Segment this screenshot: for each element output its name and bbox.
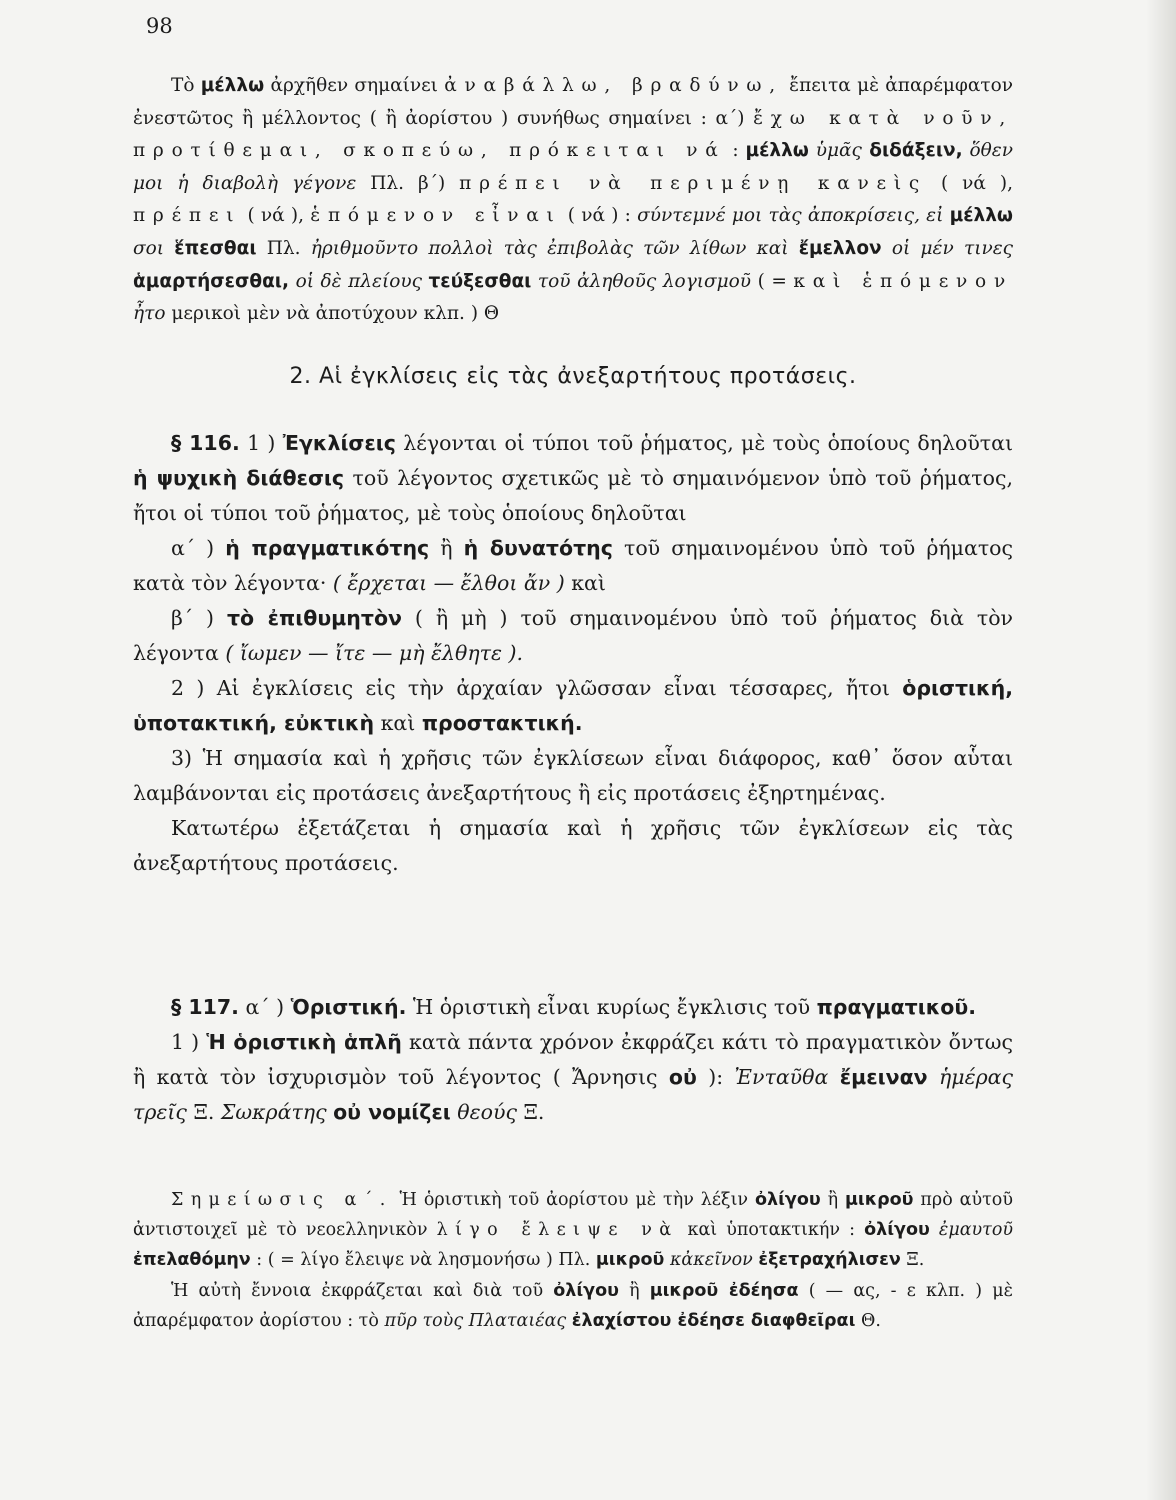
s116-text: ἢ (429, 536, 464, 560)
s117-text: α΄ ) (238, 995, 291, 1019)
intro-spaced: ἑπόμενον εἶναι (310, 205, 562, 227)
intro-text: μερικοὶ μὲν νὰ ἀποτύχουν κλπ. ) Θ (165, 303, 500, 325)
intro-italic: ἠριθμοῦντο πολλοὶ τὰς ἐπιβολὰς τῶν λίθων καὶ (310, 237, 799, 259)
intro-spaced: πρέπει (133, 205, 242, 227)
note-term: μικροῦ ἐδέησα (649, 1280, 799, 1301)
s117-text: Ἡ ὁριστικὴ εἶναι κυρίως ἔγκλισις τοῦ (406, 995, 817, 1019)
intro-text: ἔπειτα μὲ ἀπαρέμφατον ἐνεστῶτος ἢ μέλλοντος ( ἢ ἀορίστου ) συνήθως σημαίνει : α΄) (133, 75, 1013, 129)
section-116 (133, 426, 1013, 881)
intro-italic: ἦτο (133, 303, 166, 325)
intro-italic: ὅθεν μοι ἡ διαβολὴ γέγονε (133, 140, 1013, 194)
s116-text: 1 ) (239, 431, 283, 455)
note-term: ἐπελαθόμην (133, 1250, 251, 1271)
note-text: : ( = λίγο ἔλειψε νὰ λησμονήσω ) Πλ. (250, 1250, 596, 1271)
intro-spaced: ἀναβάλλω, βραδύνω, (444, 75, 783, 96)
note-text: Ἡ αὐτὴ ἔννοια ἐκφράζεται καὶ διὰ τοῦ (171, 1280, 554, 1301)
note-term: μικροῦ (845, 1190, 914, 1210)
intro-bold: μέλλω (745, 140, 809, 162)
s116-text: ( ἢ μὴ ) τοῦ σημαινομένου ὑπὸ τοῦ ῥήματος διὰ τὸν λέγοντα (133, 606, 1014, 665)
intro-text: Πλ. β΄) (356, 172, 460, 194)
intro-text: ( νά ), (927, 172, 1014, 194)
s117-example: Ἐνταῦθα (734, 1065, 840, 1089)
note-term: ἐξετραχήλισεν (758, 1250, 901, 1271)
s117-paragraph-1 (133, 990, 1013, 1025)
note-example: κἀκεῖνον (664, 1250, 759, 1271)
s116-term: ἡ ψυχικὴ διάθεσις (133, 466, 345, 490)
note-term: ὀλίγου (864, 1220, 930, 1241)
note-text: Ξ. (900, 1250, 925, 1271)
intro-spaced: καὶ ἑπόμενον (793, 270, 1013, 292)
s116-text: β΄ ) (171, 606, 227, 630)
s116-text: τοῦ σημαινομένου ὑπὸ τοῦ ῥήματος κατὰ τὸν λέγοντα· (133, 536, 1014, 595)
s116-item-a (133, 531, 1013, 601)
note-text: ἢ (618, 1280, 650, 1301)
s116-number: § 116. (171, 431, 240, 455)
s117-example: Σωκράτης (220, 1100, 334, 1124)
s116-item-b (133, 601, 1013, 671)
s117-term: πραγματικοῦ. (816, 995, 977, 1019)
s116-term: ἡ δυνατότης (463, 536, 613, 560)
s116-term: Ἐγκλίσεις (282, 431, 396, 455)
note-text: Θ. (855, 1310, 881, 1331)
s117-term: οὐ νομίζει (333, 1100, 451, 1124)
intro-spaced: πρέπει νὰ περιμένῃ κανεὶς (459, 172, 928, 194)
section-heading: 2. Αἱ ἐγκλίσεις εἰς τὰς ἀνεξαρτήτους προτάσεις. (289, 364, 857, 389)
s116-paragraph-1 (133, 426, 1013, 531)
intro-text: ( = (751, 270, 794, 292)
note-spaced: λίγο ἔλειψε νὰ (436, 1220, 679, 1241)
s117-example: ἡμέρας τρεῖς (133, 1065, 1014, 1124)
note-example: πῦρ τοὺς Πλαταιέας (384, 1310, 572, 1331)
note-text: Ἡ ὁριστικὴ τοῦ ἀορίστου μὲ τὴν λέξιν (392, 1190, 755, 1210)
intro-text: Πλ. (256, 237, 311, 259)
intro-italic: σοι (133, 237, 175, 259)
intro-text: ( νά ), (241, 205, 311, 227)
s117-term: οὐ (668, 1065, 697, 1089)
intro-text: ἀρχῆθεν σημαίνει (264, 75, 445, 96)
s116-example: ( ἔρχεται — ἔλθοι ἄν ) (332, 571, 565, 595)
s116-text: 2 ) Αἱ ἐγκλίσεις εἰς τὴν ἀρχαίαν γλῶσσαν εἶναι τέσσαρες, ἤτοι (171, 676, 903, 700)
page-number: 98 (146, 14, 173, 38)
note-text: καὶ ὑποτακτικήν : (678, 1220, 865, 1241)
s117-term: Ἡ ὁριστικὴ ἁπλῆ (206, 1030, 402, 1054)
note-example: ἐμαυτοῦ (929, 1220, 1014, 1241)
intro-text: : (725, 140, 746, 162)
s117-text: 1 ) (171, 1030, 207, 1054)
s116-term: τὸ ἐπιθυμητὸν (226, 606, 402, 630)
intro-text: ( νά ) : (561, 205, 638, 227)
page-edge-shadow (1146, 0, 1176, 1500)
s117-term: ἔμειναν (839, 1065, 928, 1089)
s116-term: ἡ πραγματικότης (225, 536, 430, 560)
s116-paragraph-2 (133, 671, 1013, 741)
intro-bold: ἕπεσθαι (174, 237, 257, 259)
note-term: μικροῦ (595, 1250, 665, 1271)
intro-bold: μέλλω (200, 75, 265, 96)
s116-term: ὁριστική, ὑποτακτική, εὐκτικὴ (133, 676, 1013, 735)
note-term: ἐλαχίστου ἐδέησε διαφθεῖραι (571, 1310, 856, 1331)
intro-text: Τὸ (171, 75, 201, 96)
note-label: Σημείωσις α΄. (171, 1190, 393, 1210)
s117-text: Ξ. (186, 1100, 221, 1124)
s117-text: κατὰ πάντα χρόνον ἐκφράζει κάτι τὸ πραγματικὸν ὄντως ἢ κατὰ τὸν ἰσχυρισμὸν τοῦ λέγοντος ( Ἄρνησις (133, 1030, 1013, 1089)
s116-paragraph-4: Κατωτέρω ἐξετάζεται ἡ σημασία καὶ ἡ χρῆσις τῶν ἐγκλίσεων εἰς τὰς ἀνεξαρτήτους προτάσεις. (133, 816, 1013, 875)
note-text: ( — ας, - ε κλπ. ) μὲ ἀπαρέμφατον ἀορίστου : τὸ (133, 1280, 1013, 1331)
note-paragraph-1 (133, 1185, 1013, 1276)
intro-italic: οἱ μέν τινες (881, 237, 1013, 259)
note-paragraph-2 (133, 1276, 1013, 1336)
intro-bold: διδάξειν, (861, 140, 963, 162)
s116-text: καὶ (374, 711, 422, 735)
intro-italic: οἱ δὲ πλείους (289, 270, 429, 292)
s117-text: Ξ. (516, 1100, 545, 1124)
intro-italic: σύντεμνέ μοι τὰς ἀποκρίσεις, εἰ (637, 205, 950, 227)
s117-number: § 117. (171, 995, 239, 1019)
s116-text: λέγονται οἱ τύποι τοῦ ῥήματος, μὲ τοὺς ὁποίους δηλοῦται (395, 431, 1014, 455)
s116-text: τοῦ λέγοντος σχετικῶς μὲ τὸ σημαινόμενον ὑπὸ τοῦ ῥήματος, ἤτοι οἱ τύποι τοῦ ῥήματος, μὲ τοὺς ὁποίους δηλοῦται (133, 466, 1013, 525)
s117-paragraph-2 (133, 1025, 1013, 1130)
s116-term: προστακτική. (421, 711, 583, 735)
note-term: ὀλίγου (553, 1280, 619, 1301)
note-block (133, 1185, 1013, 1336)
intro-paragraph (133, 70, 1013, 331)
intro-bold: μέλλω (949, 205, 1014, 227)
intro-italic: ὑμᾶς (808, 140, 862, 162)
s116-paragraph-3: 3) Ἡ σημασία καὶ ἡ χρῆσις τῶν ἐγκλίσεων εἶναι διάφορος, καθ᾽ ὅσον αὗται λαμβάνονται εἰς προτάσεις ἀνεξαρτήτους ἢ εἰς προτάσεις ἐξηρτημένας. (133, 746, 1013, 805)
intro-bold: ἔμελλον (798, 237, 882, 259)
note-text: ἢ (820, 1190, 845, 1210)
intro-italic: τοῦ ἀληθοῦς λογισμοῦ (531, 270, 752, 292)
s116-text: καὶ (564, 571, 606, 595)
s117-example: θεούς (450, 1100, 517, 1124)
section-117 (133, 990, 1013, 1130)
intro-bold: ἁμαρτήσεσθαι, (133, 270, 290, 292)
note-term: ὀλίγου (754, 1190, 821, 1210)
s117-text: ): (696, 1065, 735, 1089)
intro-bold: τεύξεσθαι (428, 270, 532, 292)
intro-spaced: ἔχω κατὰ νοῦν, προτίθεμαι, σκοπεύω, πρόκειται νά (133, 107, 1013, 162)
s117-term: Ὁριστική. (290, 995, 407, 1019)
note-text: πρὸ αὐτοῦ ἀντιστοιχεῖ μὲ τὸ νεοελληνικὸν (133, 1190, 1013, 1241)
s116-example: ( ἴωμεν — ἴτε — μὴ ἔλθητε ). (225, 641, 523, 665)
s116-text: α΄ ) (171, 536, 226, 560)
